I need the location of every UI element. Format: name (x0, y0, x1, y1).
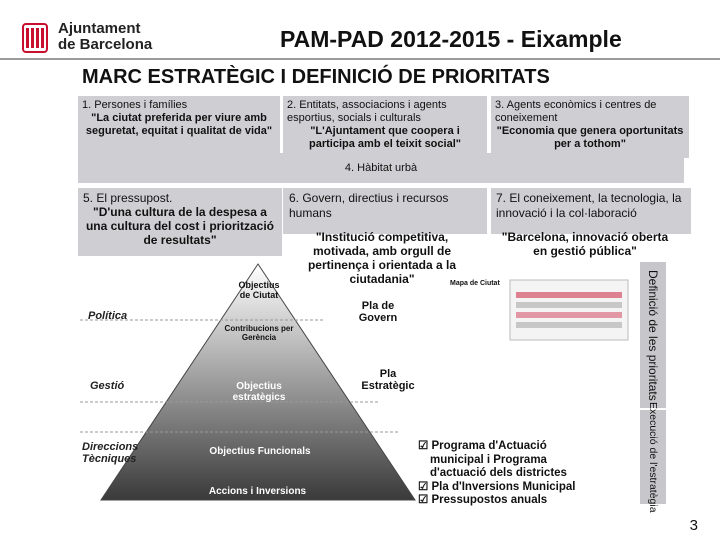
box-govern (283, 188, 487, 234)
org-name (58, 21, 152, 53)
program-item (418, 467, 575, 481)
program-item (418, 454, 575, 468)
pyramid-level-city: Objectius de Ciutat (238, 280, 280, 300)
barcelona-logo-icon (20, 22, 50, 54)
box-coneixement-quote: "Barcelona, innovació oberta en gestió pública" (501, 230, 669, 258)
box-entitats-heading: 2. Entitats, associacions i agents esportius, socials i culturals (287, 99, 447, 124)
page-title: PAM-PAD 2012-2015 - Eixample (280, 26, 622, 52)
program-item: ☑ Pressupostos anuals (418, 494, 548, 507)
program-item: ☑ Programa d'Actuació (418, 440, 547, 452)
label-pla-govern: Pla de Govern (358, 300, 398, 324)
org-name-line2: de Barcelona (58, 36, 153, 53)
program-item-text: municipal i Programa (430, 453, 547, 466)
box-coneixement-heading: 7. El coneixement, la tecnologia, la innovació i la col·laboració (496, 191, 682, 220)
section-subtitle: MARC ESTRATÈGIC I DEFINICIÓ DE PRIORITATS (82, 66, 550, 88)
sidebar-definicio-label: Definició de les prioritats (646, 269, 660, 401)
pyramid-level-functional: Objectius Funcionals (209, 446, 311, 457)
programs-list (418, 440, 575, 508)
box-persones-heading: 1. Persones i famílies (82, 99, 188, 111)
program-item-text: Programa d'Actuació (431, 440, 547, 452)
box-govern-heading: 6. Govern, directius i recursos humans (289, 191, 449, 220)
label-gestio: Gestió (90, 380, 125, 392)
program-item-text: Pressupostos anuals (431, 494, 548, 507)
sidebar-execucio-label: Execució de l'estratègia (647, 401, 659, 513)
map-thumbnail (510, 280, 628, 340)
box-persones (78, 96, 280, 158)
pyramid-level-actions: Accions i Inversions (208, 486, 307, 497)
box-agents-heading: 3. Agents econòmics i centres de coneixement (495, 99, 657, 124)
page-number: 3 (689, 517, 698, 534)
program-item: ☑ Pla d'Inversions Municipal (418, 480, 576, 493)
box-govern-quote: "Institució competitiva, motivada, amb orgull de pertinença i orientada a la ciutadania" (307, 230, 457, 286)
label-pla-estrategic: Pla Estratègic (361, 368, 415, 392)
box-agents-economics (491, 96, 689, 158)
sidebar-definicio-prioritats (640, 262, 666, 408)
pyramid-level-strategic: Objectius estratègics (232, 381, 286, 403)
label-direccions-tecniques: Direccions Tècniques (82, 441, 139, 465)
box-coneixement (491, 188, 691, 234)
box-pressupost (78, 188, 282, 256)
box-persones-quote: "La ciutat preferida per viure amb seguretat, equitat i qualitat de vida" (85, 112, 273, 137)
label-politica: Política (88, 310, 128, 322)
box-pressupost-heading: 5. El pressupost. (83, 191, 173, 205)
box-entitats-quote: "L'Ajuntament que coopera i participa amb el teixit social" (309, 125, 461, 150)
program-item-text: Pla d'Inversions Municipal (431, 480, 576, 493)
org-name-line1: Ajuntament (58, 20, 141, 37)
label-mapa-ciutat: Mapa de Ciutat (450, 280, 500, 287)
program-item-text: d'actuació dels districtes (430, 467, 567, 480)
pyramid-level-gerencia: Contribucions per Gerència (224, 324, 294, 342)
box-entitats (283, 96, 487, 158)
sidebar-execucio-estrategia (640, 401, 666, 513)
box-agents-quote: "Economia que genera oportunitats per a tothom" (496, 125, 684, 150)
box-habitat-label: 4. Hàbitat urbà (344, 162, 418, 174)
box-habitat-urba (78, 153, 684, 183)
title-divider (0, 58, 720, 60)
box-pressupost-quote: "D'una cultura de la despesa a una cultura del cost i priorització de resultats" (85, 205, 275, 247)
